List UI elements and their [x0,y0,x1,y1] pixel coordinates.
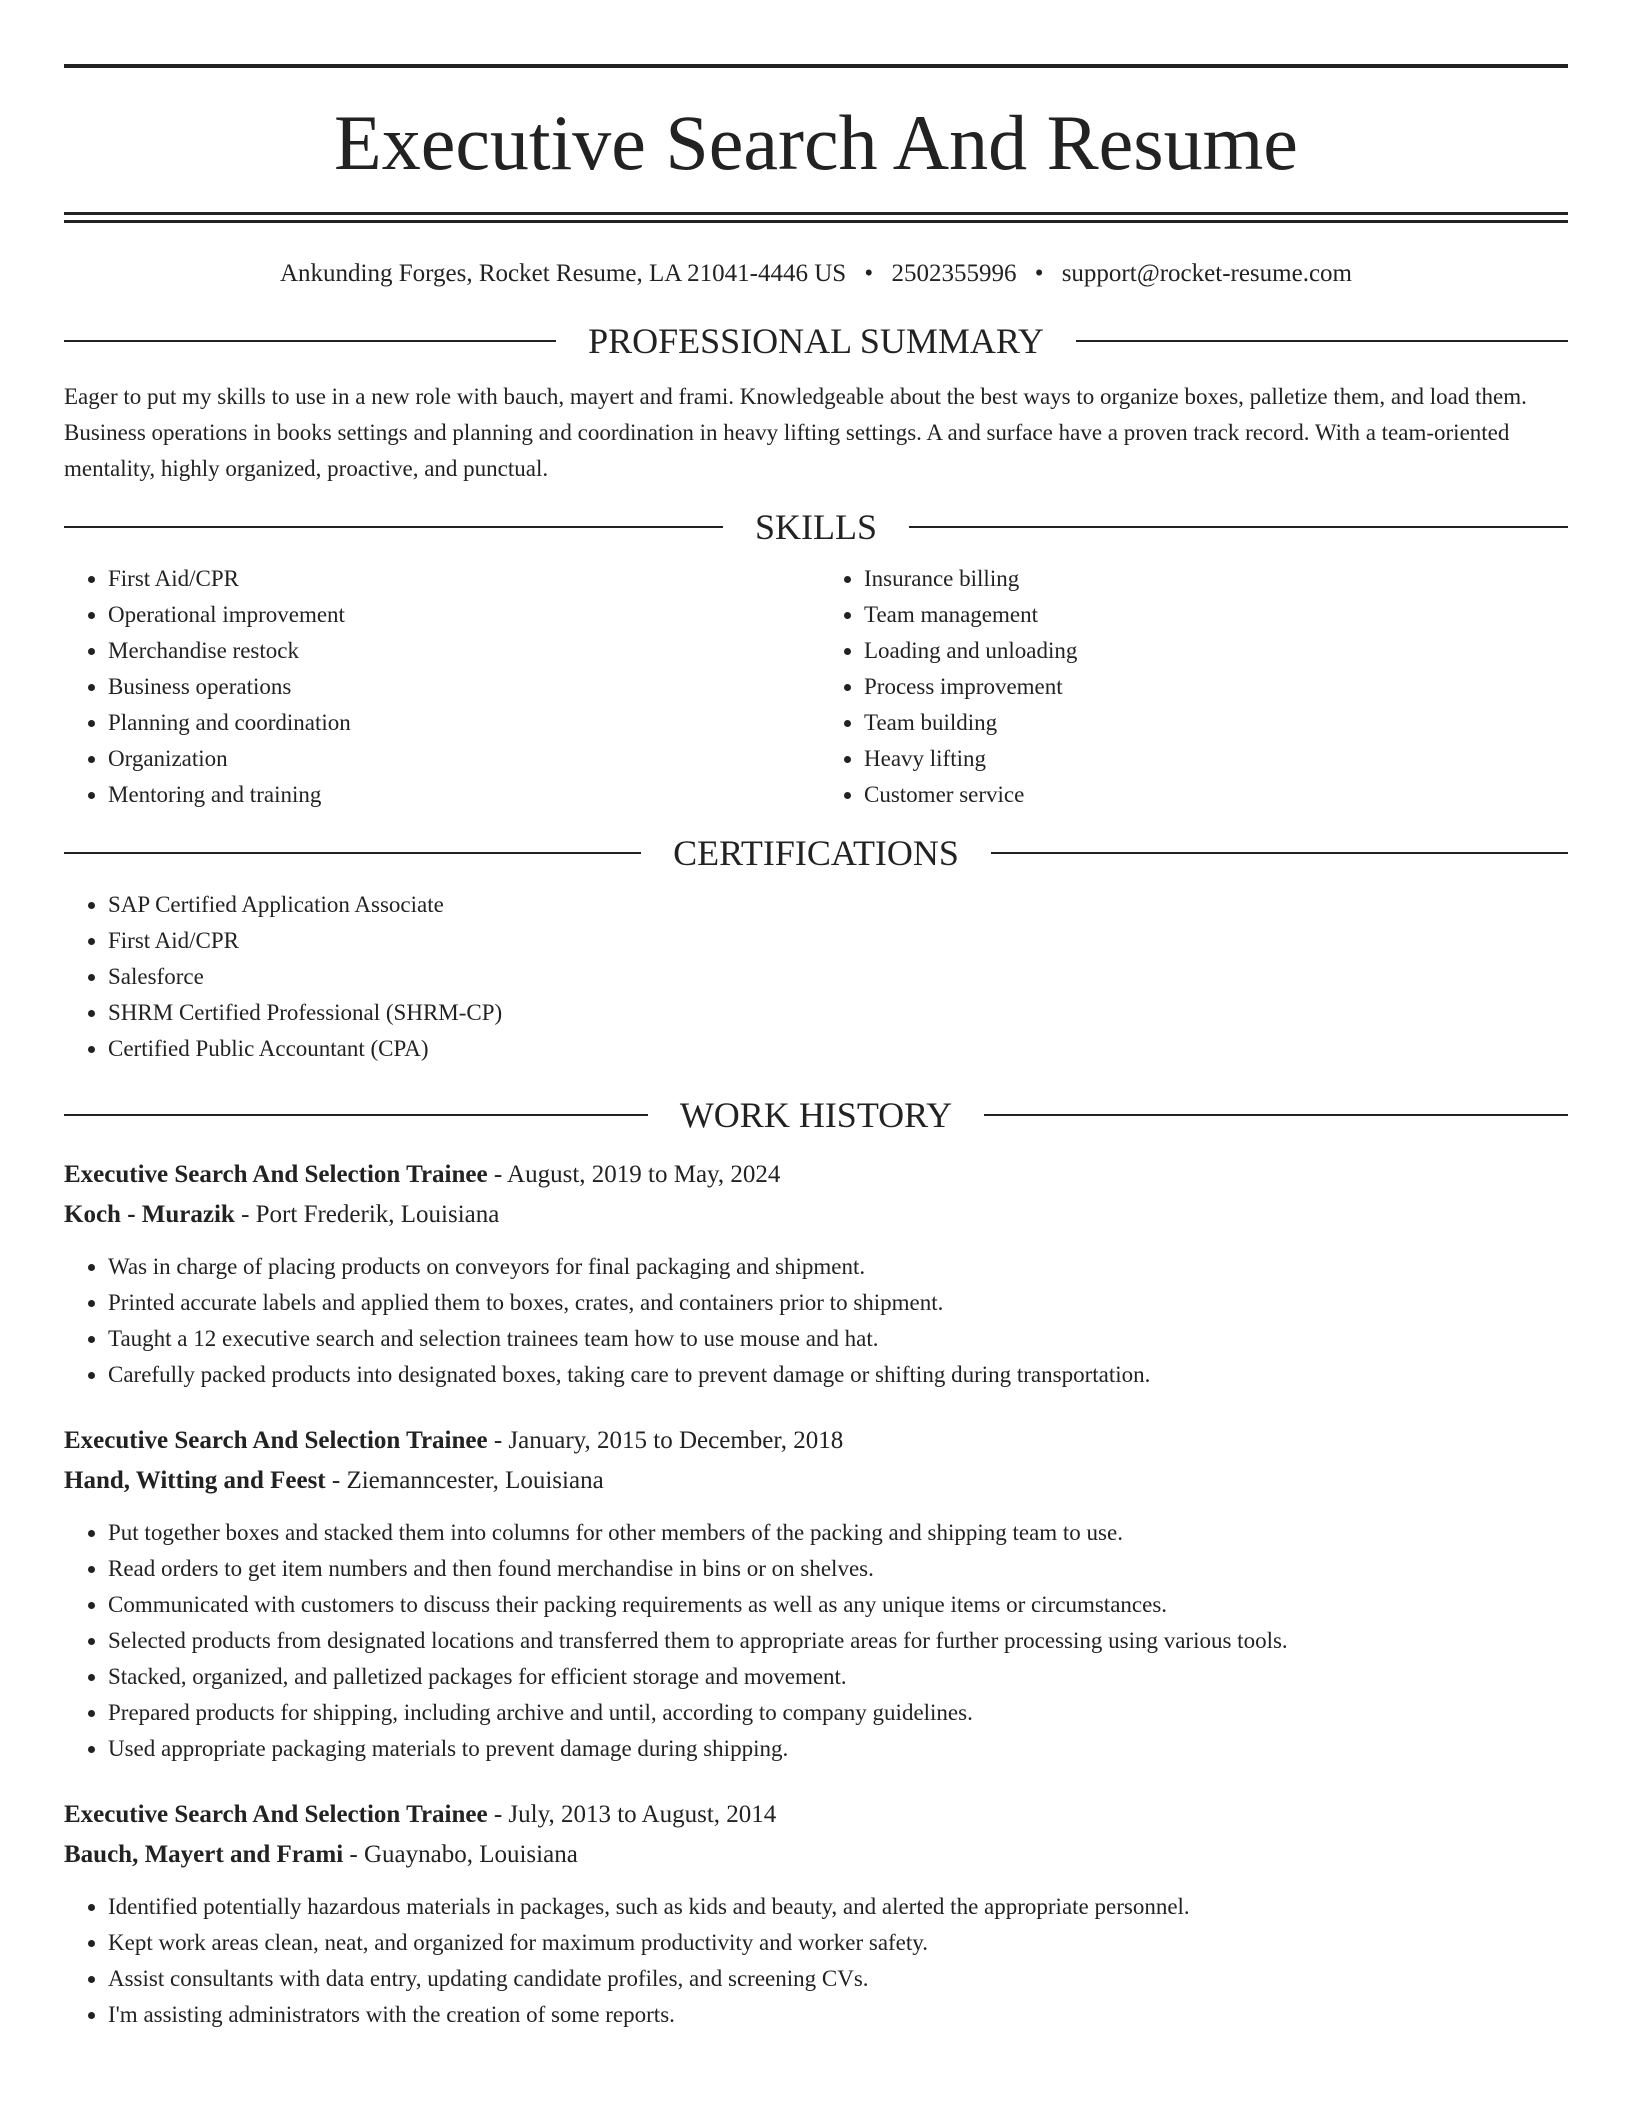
certification-item: • SHRM Certified Professional (SHRM-CP) [108,995,1568,1031]
skills-list-left [64,561,812,813]
skills-list-right [812,561,1568,813]
job-bullet: • Identified potentially hazardous materials in packages, such as kids and beauty, and alerted the appropriate personnel. [108,1889,1568,1925]
job-bullet: • Taught a 12 executive search and selection trainees team how to use mouse and hat. [108,1321,1568,1357]
job-bullet: • Read orders to get item numbers and then found merchandise in bins or on shelves. [108,1551,1568,1587]
job-company-line [64,1195,1568,1235]
certifications-section-header [64,835,1568,871]
section-rule-left [64,340,556,342]
section-rule-right [909,526,1568,528]
skill-item: • Process improvement [864,669,1568,705]
job-location: - Ziemanncester, Louisiana [325,1467,604,1494]
skills-section-header [64,509,1568,545]
job-company-line [64,1461,1568,1501]
job-bullet: • Carefully packed products into designated boxes, taking care to prevent damage or shifting during transportation. [108,1357,1568,1393]
skill-item: • Operational improvement [108,597,812,633]
job-title-line [64,1155,1568,1195]
skill-item: • Insurance billing [864,561,1568,597]
job-bullets [64,1249,1568,1393]
job-dates: - July, 2013 to August, 2014 [487,1801,777,1828]
job-location: - Port Frederik, Louisiana [234,1201,500,1228]
certifications-title: CERTIFICATIONS [673,833,959,873]
job-title-line [64,1795,1568,1835]
work-title: WORK HISTORY [679,1095,953,1135]
skill-item: • Organization [108,741,812,777]
job-title-line [64,1421,1568,1461]
skill-item: • Planning and coordination [108,705,812,741]
section-rule-right [984,1114,1568,1116]
contact-address: Ankunding Forges, Rocket Resume, LA 21041-4446 US [279,260,847,287]
job-entry [64,1155,1568,1393]
resume-name: Executive Search And Resume [334,99,1298,186]
job-company-line [64,1835,1568,1875]
job-bullet: • I'm assisting administrators with the creation of some reports. [108,1997,1568,2033]
job-company: Hand, Witting and Feest [64,1467,326,1494]
certification-item: • First Aid/CPR [108,923,1568,959]
job-bullet: • Printed accurate labels and applied them to boxes, crates, and containers prior to shipment. [108,1285,1568,1321]
job-bullet: • Was in charge of placing products on conveyors for final packaging and shipment. [108,1249,1568,1285]
job-bullets [64,1889,1568,2033]
certification-item: • Salesforce [108,959,1568,995]
job-bullet: • Prepared products for shipping, including archive and until, according to company guidelines. [108,1695,1568,1731]
contact-email: support@rocket-resume.com [1061,260,1352,287]
job-bullet: • Communicated with customers to discuss their packing requirements as well as any unique items or circumstances. [108,1587,1568,1623]
summary-title: PROFESSIONAL SUMMARY [588,321,1044,361]
certifications-list [64,887,1568,1067]
job-entry [64,1421,1568,1767]
skill-item: • First Aid/CPR [108,561,812,597]
contact-separator: • [1034,260,1044,287]
section-rule-left [64,852,641,854]
job-bullet: • Stacked, organized, and palletized packages for efficient storage and movement. [108,1659,1568,1695]
skill-item: • Team management [864,597,1568,633]
skills-title: SKILLS [755,507,878,547]
job-location: - Guaynabo, Louisiana [343,1841,578,1868]
section-rule-right [1076,340,1568,342]
skill-item: • Loading and unloading [864,633,1568,669]
job-company: Bauch, Mayert and Frami [64,1841,344,1868]
section-rule-left [64,526,723,528]
summary-section-header [64,323,1568,359]
job-company: Koch - Murazik [64,1201,235,1228]
summary-text: Eager to put my skills to use in a new role with bauch, mayert and frami. Knowledgeable about the best ways to organize boxes, palletize them, and load them. Business operations in books settings and planning and coordination in heavy lifting settings. A and surface have a proven track record. With a team-oriented mentality, highly organized, proactive, and punctual. [64,384,1527,481]
section-rule-left [64,1114,648,1116]
job-bullet: • Selected products from designated locations and transferred them to appropriate areas for further processing using various tools. [108,1623,1568,1659]
section-rule-right [991,852,1568,854]
skill-item: • Heavy lifting [864,741,1568,777]
contact-separator: • [864,260,874,287]
job-title: Executive Search And Selection Trainee [64,1427,488,1454]
certification-item: • SAP Certified Application Associate [108,887,1568,923]
skill-item: • Customer service [864,777,1568,813]
job-bullet: • Kept work areas clean, neat, and organized for maximum productivity and worker safety. [108,1925,1568,1961]
header-double-rule [64,212,1568,223]
certification-item: • Certified Public Accountant (CPA) [108,1031,1568,1067]
top-rule [64,64,1568,68]
skill-item: • Business operations [108,669,812,705]
job-bullet: • Used appropriate packaging materials to prevent damage during shipping. [108,1731,1568,1767]
job-entry [64,1795,1568,2033]
work-section-header [64,1097,1568,1133]
job-bullet: • Assist consultants with data entry, updating candidate profiles, and screening CVs. [108,1961,1568,1997]
skill-item: • Mentoring and training [108,777,812,813]
contact-line [64,259,1568,289]
job-title: Executive Search And Selection Trainee [64,1161,488,1188]
skills-columns [64,561,1568,813]
job-title: Executive Search And Selection Trainee [64,1801,488,1828]
contact-phone: 2502355996 [891,260,1017,287]
job-bullets [64,1515,1568,1767]
job-bullet: • Put together boxes and stacked them into columns for other members of the packing and shipping team to use. [108,1515,1568,1551]
skill-item: • Team building [864,705,1568,741]
skill-item: • Merchandise restock [108,633,812,669]
job-dates: - January, 2015 to December, 2018 [487,1427,844,1454]
job-dates: - August, 2019 to May, 2024 [487,1161,781,1188]
